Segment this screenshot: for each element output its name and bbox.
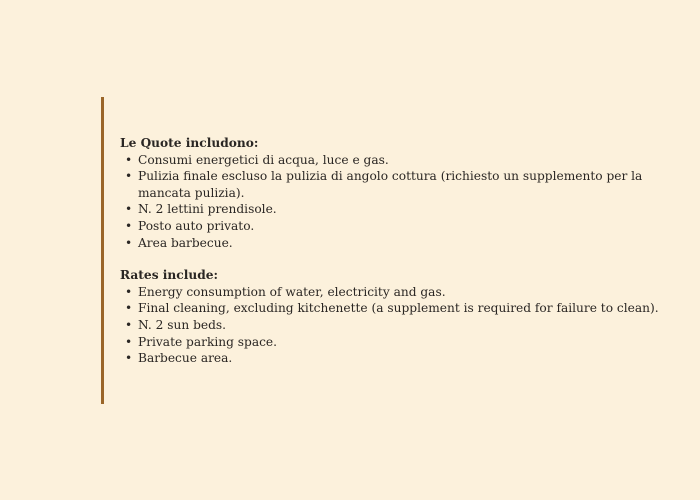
list-item: • Pulizia finale escluso la pulizia di angolo cottura (richiesto un supplemento per la mancata pulizia).	[120, 168, 680, 201]
list-item: • Consumi energetici di acqua, luce e gas.	[120, 152, 680, 169]
list-item: • Energy consumption of water, electricity and gas.	[120, 284, 680, 301]
accent-bar	[101, 97, 104, 404]
italian-section	[120, 135, 680, 251]
italian-inclusions-list	[120, 152, 680, 252]
english-section-title: Rates include:	[120, 268, 218, 283]
list-item: • N. 2 sun beds.	[120, 317, 680, 334]
rates-info-panel	[120, 135, 680, 367]
english-inclusions-list	[120, 284, 680, 367]
english-section	[120, 267, 680, 367]
list-item: • Posto auto privato.	[120, 218, 680, 235]
italian-section-title: Le Quote includono:	[120, 136, 259, 150]
list-item: • Barbecue area.	[120, 350, 680, 367]
list-item: • Final cleaning, excluding kitchenette (a supplement is required for failure to clean).	[120, 300, 680, 317]
list-item: • Private parking space.	[120, 334, 680, 351]
list-item: • N. 2 lettini prendisole.	[120, 201, 680, 218]
list-item: • Area barbecue.	[120, 235, 680, 252]
